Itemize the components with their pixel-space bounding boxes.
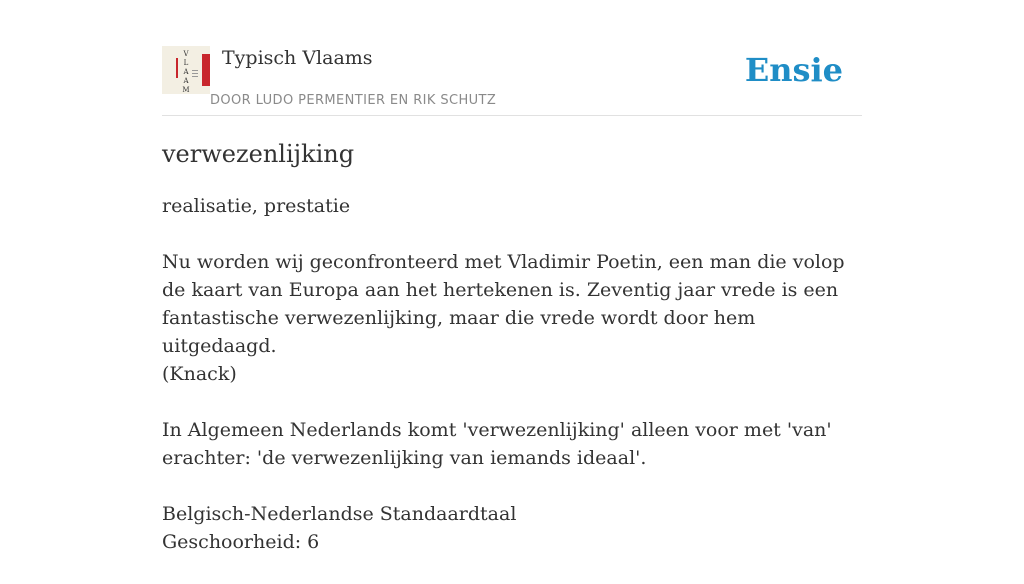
svg-text:V: V — [183, 50, 189, 58]
page-container — [162, 0, 862, 553]
svg-text:L: L — [183, 59, 189, 67]
entry-example-block — [162, 248, 862, 388]
dictionary-authors: DOOR LUDO PERMENTIER EN RIK SCHUTZ — [210, 93, 497, 108]
svg-text:M: M — [182, 86, 190, 94]
ensie-brand-logo[interactable]: Ensie — [744, 51, 843, 89]
entry-category-block — [162, 500, 862, 556]
entry-note: In Algemeen Nederlands komt 'verwezenlijking' alleen voor met 'van' erachter: 'de verwezenlijking van iemands ideaal'. — [162, 419, 832, 469]
entry-definition: realisatie, prestatie — [162, 195, 351, 217]
dictionary-name-link[interactable]: Typisch Vlaams — [222, 47, 373, 69]
svg-text:A: A — [183, 77, 189, 85]
entry-word: verwezenlijking — [162, 140, 355, 168]
entry-category-sub: Geschoorheid: 6 — [162, 531, 320, 553]
entry-header — [162, 0, 862, 116]
entry-category: Belgisch-Nederlandse Standaardtaal — [162, 503, 517, 525]
typisch-vlaams-book-cover-icon[interactable] — [162, 46, 210, 94]
entry-example-source: (Knack) — [162, 363, 237, 385]
entry-example: Nu worden wij geconfronteerd met Vladimir Poetin, een man die volop de kaart van Europa aan het hertekenen is. Zeventig jaar vrede is een fantastische verwezenlijking, maar die vrede wordt door hem uitgedaagd. — [162, 251, 845, 357]
entry-body — [162, 192, 862, 584]
svg-text:A: A — [183, 68, 189, 76]
